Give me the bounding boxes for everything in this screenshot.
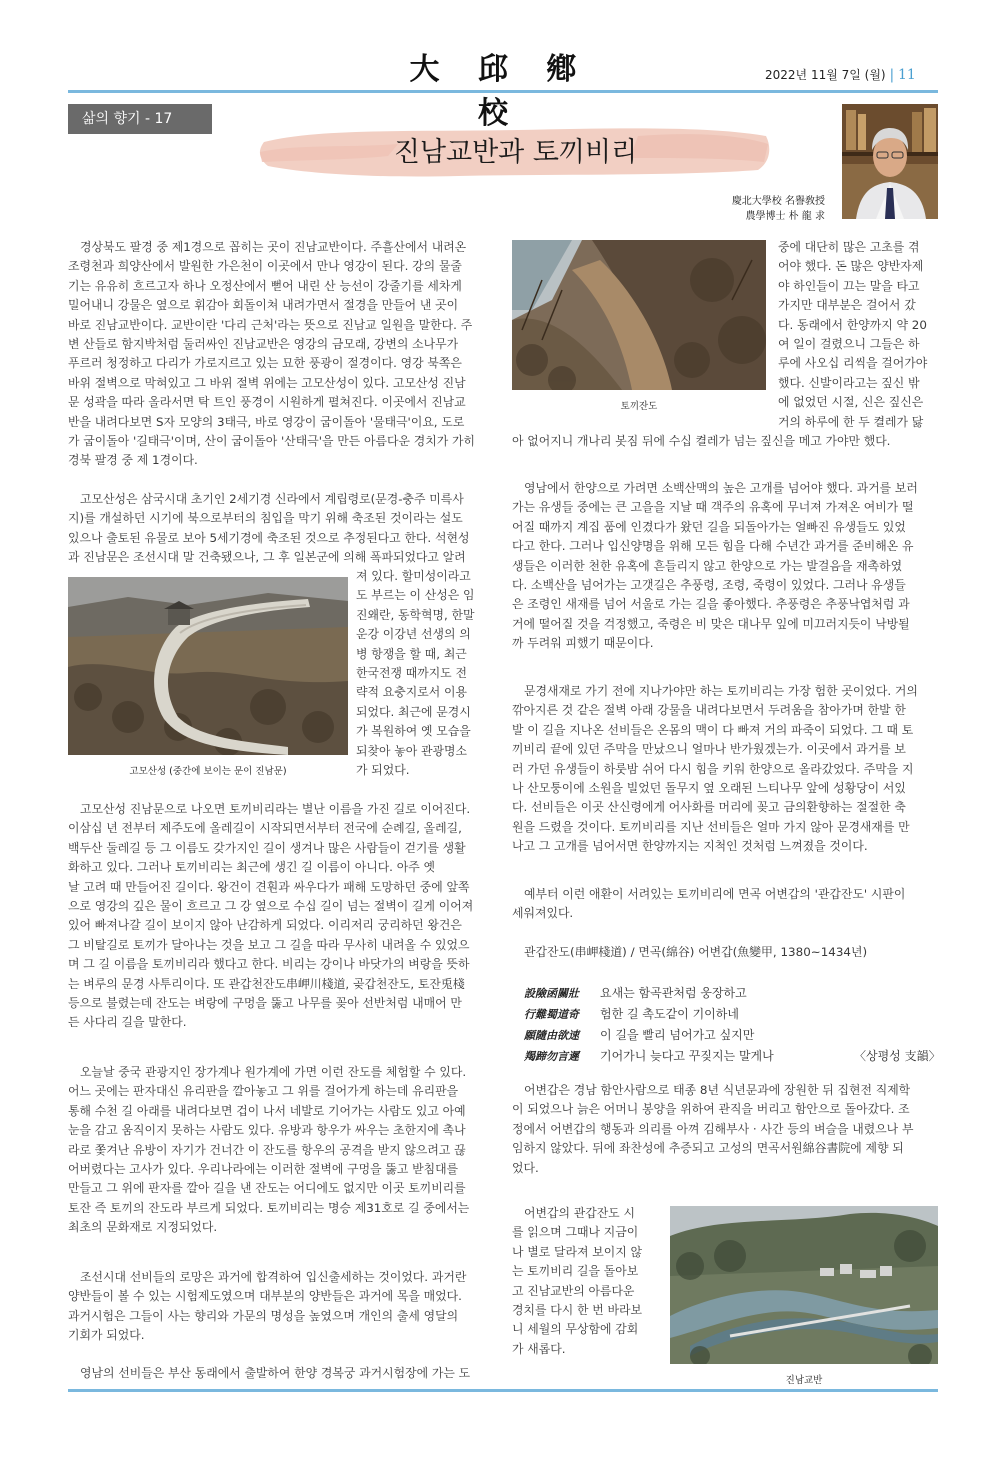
text-line: 경북 팔경 중 제 1경이다. [68,453,198,468]
text-line: 가 새롭다. [512,1341,566,1356]
left-paragraph-3 [68,800,496,1033]
poem-source-text: 〈상평성 支韻〉 [854,1049,941,1063]
issue-date [765,66,916,83]
text-line: 루에 사오십 리씩을 걸어가야 [778,356,928,371]
text-line: 라로 쫓겨난 유방이 자기가 건너간 이 잔도를 항우의 공격을 받지 않으려고 끊 [68,1142,466,1157]
author-name: 農學博士 朴 龍 求 [745,211,825,222]
text-line: 도 부르는 이 산성은 임 [356,588,475,603]
poem-hanja: 設險函關壯 [524,987,579,1000]
text-line: 으로 영강의 깊은 물이 흐르고 그 강 옆으로 수십 길이 넘는 절벽이 길게 이어져 [68,899,474,914]
newspaper-title: 大 邱 鄕 校 [409,52,591,131]
text-line: 영남에서 한양으로 가려면 소백산맥의 높은 고개를 넘어야 했다. 과거를 보러 [524,481,918,495]
poem-source [854,1046,941,1067]
rabbit-path-photo-caption: 토끼잔도 [620,401,658,412]
text-line: 어변갑의 관갑잔도 시 [524,1206,635,1220]
poem-hanja: 行難蜀道奇 [524,1008,579,1021]
poem-korean: 험한 길 촉도같이 기이하네 [600,1007,739,1021]
text-line: 바로 진남교반이다. 교반이란 '다리 근처'라는 뜻으로 진남교 일원을 말한다. 주 [68,317,473,332]
text-line: 이 되었으나 늙은 어머니 봉양을 위하여 관직을 버리고 함안으로 돌아갔다. 조 [512,1102,910,1117]
right-paragraph-5 [512,1081,938,1178]
text-line: 최초의 문화재로 지정되었다. [68,1220,218,1235]
text-line: 거의 하루에 한 두 켤레가 닳 [778,414,924,429]
text-line: 했다. 신발이라고는 짚신 밖 [778,375,920,390]
text-line: 어느 곳에는 판자대신 유리판을 깔아놓고 그 위를 걸어가게 하는데 유리판을 [68,1084,459,1099]
text-line: 가는 유생들 중에는 큰 고을을 지날 때 객주의 유혹에 무너져 가져온 여비가 떨 [512,500,914,515]
text-line: 과거시험은 그들이 사는 향리와 가문의 명성을 높였으며 개인의 출세 영달의 [68,1308,459,1323]
right-paragraph-6-side [512,1204,658,1359]
issue-date-text: 2022년 11월 7일 (월) [765,68,886,82]
text-line: 어질 때까지 계집 품에 인겼다가 왔던 길을 되돌아가는 얼빠진 유생들도 있었 [512,519,906,534]
text-line: 병 항쟁을 할 때, 최근 [356,646,467,661]
poem-line [524,1004,938,1025]
poem-line [524,1025,938,1046]
text-line: 기는 유유히 흐르고자 하나 오정산에서 뻗어 내린 산 능선이 강줄기를 세차게 [68,278,462,293]
right-paragraph-1-side [778,238,938,432]
text-line: 예부터 이런 애환이 서려있는 토끼비리에 면곡 어변갑의 '관갑잔도' 시판이 [524,887,906,901]
text-line: 나고 그 고개를 넘어서면 한양까지는 지척인 것처럼 느껴졌을 것이다. [512,839,868,854]
text-line: 임하지 않았다. 뒤에 좌찬성에 추증되고 고성의 면곡서원綿谷書院에 제향 되 [512,1141,904,1156]
text-line: 중에 대단히 많은 고초를 겪 [778,240,920,254]
text-line: 토잔 즉 토끼의 잔도라 부르게 되었다. 토끼비리는 명승 제31호로 길 중에서는 [68,1200,470,1215]
text-line: 며 그 길 이름을 토끼비리라 했다고 한다. 비리는 강이나 바닷가의 벼랑을 뜻하 [68,957,470,972]
text-line: 져 있다. 할미성이라고 [356,569,471,583]
text-line: 든 사다리 길을 말한다. [68,1015,187,1030]
poem-korean: 이 길을 빨리 넘어가고 싶지만 [600,1028,755,1042]
text-line: 등으로 불렸는데 잔도는 벼랑에 구멍을 뚫고 나무를 꽂아 선반처럼 내매어 만 [68,996,462,1011]
text-line: 지)를 개설하던 시기에 북으로부터의 침입을 막기 위해 축조된 것이라는 설도 [68,511,463,526]
text-line: 경치를 다시 한 번 바라보 [512,1303,642,1318]
text-line: 푸르러 청정하고 다리가 가로지르고 있는 묘한 풍광이 절경이다. 영강 북쪽은 [68,356,462,371]
text-line: 어변갑은 경남 함안사람으로 태종 8년 식년문과에 장원한 뒤 집현전 직제학 [524,1083,911,1097]
author-affiliation: 慶北大學校 名譽敎授 [731,196,825,207]
text-line: 되었다. 최근에 문경시 [356,704,471,719]
text-line: 고 진남교반의 아름다운 [512,1283,635,1298]
text-line: 가 굽이돌아 '길태극'이며, 산이 굽이돌아 '산태극'을 만든 아름다운 경치가 가히 [68,434,475,449]
text-line: 고모산성은 삼국시대 초기인 2세기경 신라에서 계립령로(문경-충주 미륵사 [80,492,464,506]
poem-korean: 요새는 함곡관처럼 웅장하고 [600,986,747,1000]
text-line: 깎아지른 것 같은 절벽 아래 강물을 내려다보면서 두려움을 참아가며 한발 한 [512,703,906,718]
text-line: 거에 떨어질 것을 걱정했고, 죽령은 비 맞은 대나무 잎에 미끄러지듯이 낙방될 [512,616,910,631]
text-line: 니 세월의 무상함에 감회 [512,1322,639,1337]
text-line: 다고 한다. 그러나 입신양명을 위해 모든 힘을 다해 수년간 과거를 준비해온 유 [512,539,914,554]
text-line: 양반들이 볼 수 있는 시험제도였으며 대부분의 양반들은 과거에 목을 매었다. [68,1289,462,1304]
text-line: 가 되었다. [356,763,410,778]
text-line: 세워져있다. [512,906,574,921]
text-line: 통해 수천 길 아래를 내려다보면 겁이 나서 네발로 기어가는 사람도 있고 아예 [68,1103,466,1118]
poem-hanja: 羯蹄勿言遲 [524,1050,579,1063]
poem-korean: 기어가니 늦다고 꾸짖지는 말게나 [600,1049,774,1063]
text-line: 가지만 대부분은 걸어서 갔 [778,298,916,313]
text-line: 기회가 되었다. [68,1328,145,1343]
text-line: 진왜란, 동학혁명, 한말 [356,607,475,622]
text-line: 고모산성 진남문으로 나오면 토끼비리라는 별난 이름을 가진 길로 이어진다. [80,802,471,816]
left-paragraph-2 [68,490,496,568]
top-rule [68,90,938,93]
text-line: 다. 소백산을 넘어가는 고갯길은 추풍령, 조령, 죽령이 있었다. 그러나 유생들 [512,578,906,593]
text-line: 백두산 둘레길 등 그 이름도 갖가지인 길이 생겨나 많은 사람들이 걷기를 생활 [68,840,466,855]
right-paragraph-4 [512,885,938,924]
text-line: 는 벼루의 문경 사투리이다. 또 관갑천잔도串岬川棧道, 곶갑천잔도, 토잔兎棧 [68,976,465,991]
text-line: 변 산들로 함지박처럼 둘러싸인 진남교반은 영강의 금모래, 강변의 소나무가 [68,337,459,352]
text-line: 있어 빠져나갈 길이 보이지 않아 난감하게 되었다. 이리저리 궁리하던 왕건은 [68,918,462,933]
text-line: 눈을 감고 움직이지 못하는 사람도 있다. 유방과 항우가 싸우는 초한지에 촉나 [68,1123,466,1138]
text-line: 조령천과 희양산에서 발원한 가은천이 이곳에서 만나 영강이 된다. 강의 물줄 [68,259,462,274]
text-line: 야 하인들이 끄는 말을 타고 [778,278,920,293]
text-line: 화하고 있다. 그러나 토끼비리는 최근에 생긴 길 이름이 아니다. 아주 옛 [68,860,435,875]
text-line: 그 비탈길로 토끼가 달아나는 것을 보고 그 길을 따라 무사히 내려올 수 있었으 [68,937,470,952]
text-line: 문경새재로 가기 전에 지나가야만 하는 토끼비리는 가장 험한 곳이었다. 거의 [524,684,918,698]
page-separator: | [889,67,895,83]
text-line: 바위 절벽으로 막혀있고 그 바위 절벽 위에는 고모산성이 있다. 고모산성 진남 [68,375,466,390]
text-line: 경상북도 팔경 중 제1경으로 꼽히는 곳이 진남교반이다. 주흘산에서 내려온 [80,240,467,254]
text-line: 나 산모퉁이에 소원을 빌었던 돌무지 옆 오래된 느티나무 앞에 성황당이 서있 [512,781,906,796]
jinnam-bridge-photo-caption: 진남교반 [785,1375,823,1386]
text-line: 다. 선비들은 이곳 산신령에게 어사화를 머리에 꽂고 금의환향하는 절절한 축 [512,800,906,815]
right-paragraph-2 [512,479,938,654]
text-line: 러 가던 유생들이 하룻밤 쉬어 다시 힘을 키워 한양으로 올라갔었다. 주막을 지 [512,761,914,776]
text-line: 과 진남문은 조선시대 말 건축됐으나, 그 후 일본군에 의해 폭파되었다고 알려 [68,550,466,565]
left-paragraph-4 [68,1063,496,1238]
right-paragraph-1-end [512,432,938,451]
text-line: 에 없었던 시절, 신은 짚신은 [778,395,924,410]
series-label: 삶의 향기 - 17 [68,104,212,134]
text-line: 까 두려워 피했기 때문이다. [512,636,654,651]
text-line: 다. 동래에서 한양까지 약 20 [778,317,927,332]
text-line: 었다. [512,1160,539,1175]
text-line: 운강 이강년 선생의 의 [356,627,471,642]
right-paragraph-3 [512,682,938,857]
poem-line [524,983,938,1004]
text-line: 은 조령인 새재를 넘어 서울로 가는 길을 좋아했다. 추풍령은 추풍낙엽처럼 과 [512,597,910,612]
left-paragraph-2-side [356,567,496,780]
text-line: 날 고려 때 만들어진 길이다. 왕건이 견훤과 싸우다가 패해 도망하던 중에 앞쪽 [68,879,470,894]
bottom-rule [68,1389,938,1392]
text-line: 오늘날 중국 관광지인 장가계나 원가계에 가면 이런 잔도를 체험할 수 있다. [80,1065,467,1079]
text-line: 반을 내려다보면 S자 모양의 3태극, 바로 영강이 굽이돌아 '물태극'이요, 도로 [68,414,465,429]
text-line: 략적 요충지로서 이용 [356,685,467,700]
text-line: 여 일이 걸렸으니 그들은 하 [778,337,920,352]
text-line: 있으나 출토된 유물로 보아 5세기경에 축조된 것으로 추정된다고 한다. 석현성 [68,530,470,545]
text-line: 되찾아 놓아 관광명소 [356,743,467,758]
fortress-photo-caption: 고모산성 (중간에 보이는 문이 진남문) [129,766,287,777]
rabbit-path-photo [512,240,766,390]
text-line: 한국전쟁 때까지도 전 [356,666,467,681]
text-line: 원을 드렸을 것이다. 토끼비리를 지난 선비들은 얼마 가지 않아 문경새재를 만 [512,819,910,834]
poem-title-text: 관갑잔도(串岬棧道) / 면곡(綿谷) 어변갑(魚變甲, 1380~1434년) [524,945,868,959]
text-line: 는 토끼비리 길을 돌아보 [512,1264,639,1279]
poem-title [524,943,938,962]
text-line: 어버렸다는 고사가 있다. 우리나라에는 이러한 절벽에 구멍을 뚫고 받침대를 [68,1162,459,1177]
left-paragraph-6 [68,1364,496,1383]
left-paragraph-5 [68,1268,496,1346]
text-line: 가 복원하여 옛 모습을 [356,724,471,739]
text-line: 만들고 그 위에 판자를 깔아 길을 낸 잔도는 어디에도 없지만 이곳 토끼비리를 [68,1181,466,1196]
author-portrait [842,104,938,219]
text-line: 생들은 이러한 천한 유혹에 흔들리지 않고 한양으로 가는 발걸음을 재촉하였 [512,558,903,573]
left-paragraph-1 [68,238,496,471]
text-line: 밀어내니 강물은 옆으로 휘감아 회돌이쳐 내려가면서 절경을 만들어 낸 곳이 [68,298,459,313]
text-line: 나 별로 달라져 보이지 않 [512,1244,642,1259]
text-line: 조선시대 선비들의 로망은 과거에 합격하여 입신출세하는 것이었다. 과거란 [80,1270,467,1284]
text-line: 정에서 어변갑의 행동과 의리를 아껴 김해부사 · 사간 등의 벼슬을 내렸으나 부 [512,1121,914,1136]
text-line: 아 없어지니 개나리 봇짐 뒤에 수십 켤레가 넘는 짚신을 메고 가야만 했다. [512,434,891,448]
text-line: 영남의 선비들은 부산 동래에서 출발하여 한양 경복궁 과거시험장에 가는 도 [80,1366,471,1380]
text-line: 를 읽으며 그때나 지금이 [512,1225,639,1240]
fortress-photo [68,577,348,755]
poem-hanja: 願隨由欲速 [524,1029,579,1042]
text-line: 문 성곽을 따라 올라서면 탁 트인 풍경이 시원하게 펼쳐진다. 이곳에서 진남교 [68,395,466,410]
jinnam-bridge-photo [670,1206,938,1364]
text-line: 이삼십 년 전부터 제주도에 올레길이 시작되면서부터 전국에 순례길, 올레길, [68,821,462,836]
article-title: 진남교반과 토끼비리 [393,137,638,168]
text-line: 끼비리 끝에 있던 주막을 만났으니 얼마나 반가웠겠는가. 이곳에서 과거를 보 [512,742,906,757]
page-number: 11 [898,67,916,83]
text-line: 발 이 길을 지나온 선비들은 온몸의 맥이 다 빠져 거의 파죽이 되었다. 그 때 토 [512,722,914,737]
text-line: 어야 했다. 돈 많은 양반자제 [778,259,924,274]
